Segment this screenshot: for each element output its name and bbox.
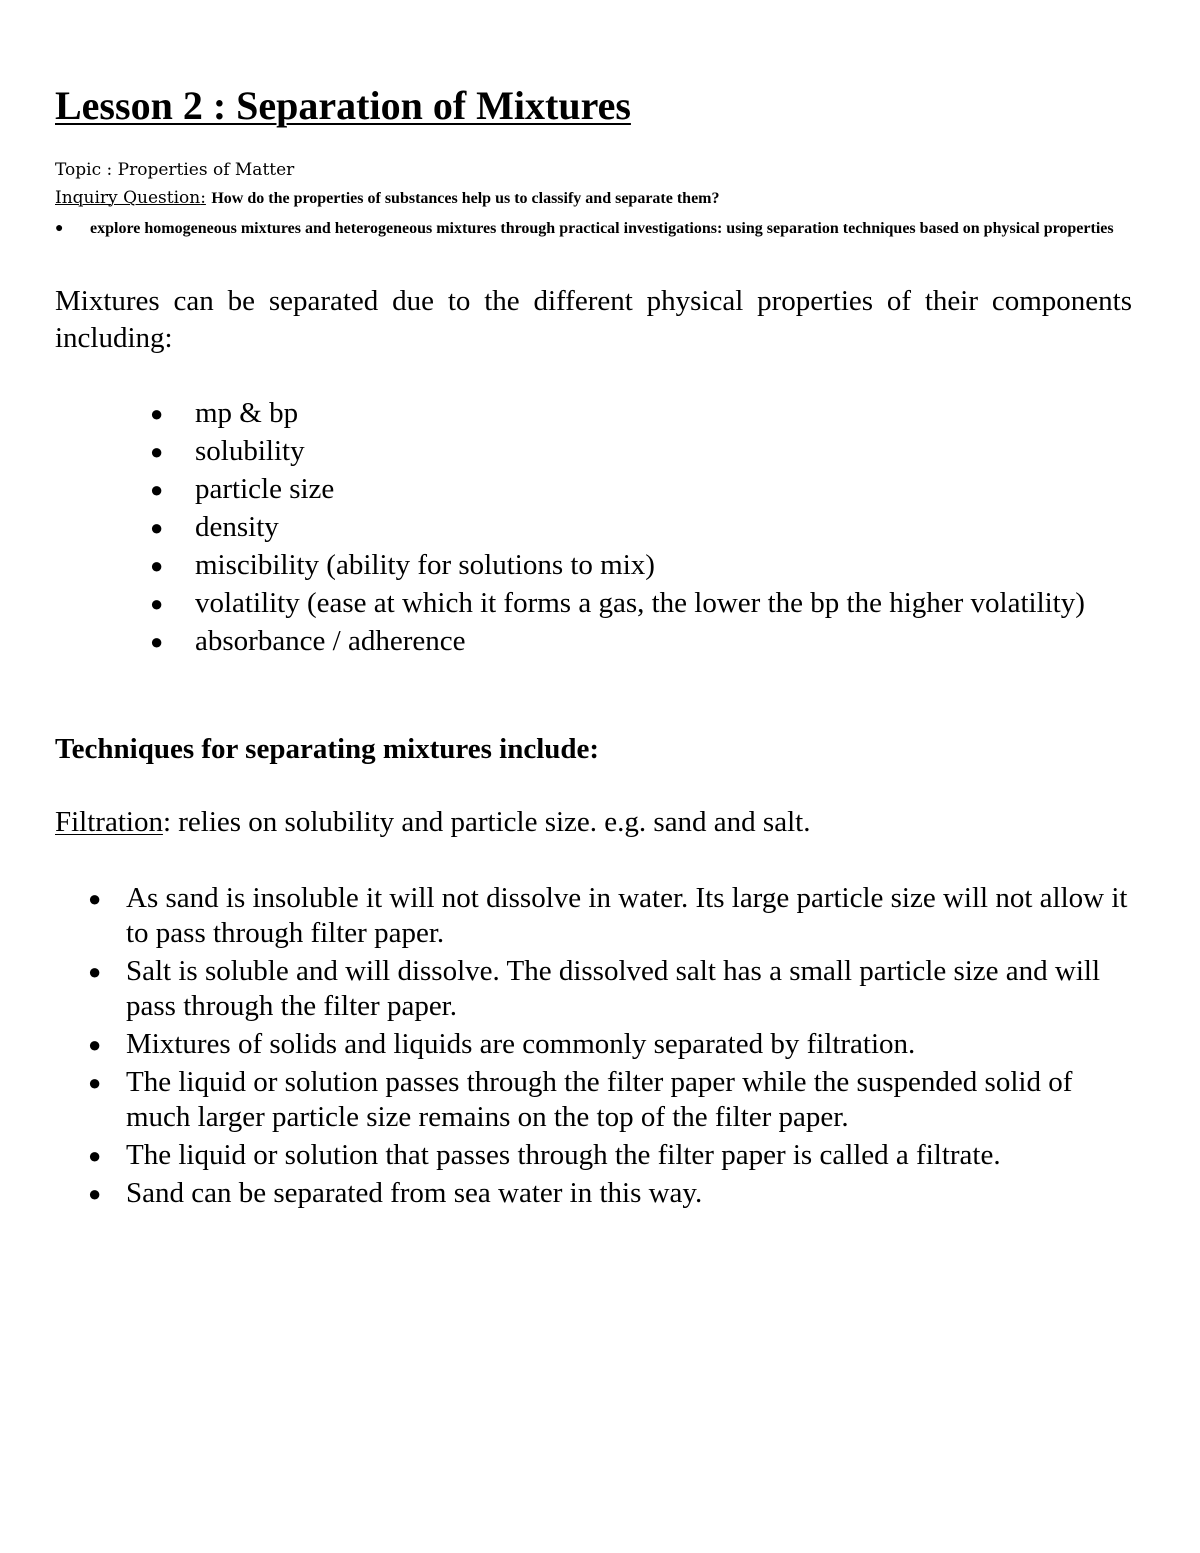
bullet-icon: ● [55, 221, 64, 236]
list-item-text: Mixtures of solids and liquids are commonly separated by filtration. [126, 1028, 916, 1060]
list-item-text: mp & bp [195, 397, 299, 429]
list-item [150, 548, 1100, 583]
inquiry-line [55, 188, 720, 208]
list-item-text: density [195, 511, 279, 543]
list-item [88, 1138, 1138, 1173]
list-item-text: The liquid or solution that passes through the filter paper is called a filtrate. [126, 1139, 1001, 1171]
syllabus-outcome [55, 216, 1125, 242]
bullet-icon: ● [88, 1143, 102, 1168]
list-item-text: Sand can be separated from sea water in this way. [126, 1177, 703, 1209]
list-item-text: particle size [195, 473, 335, 505]
list-item-text: solubility [195, 435, 305, 467]
list-item [88, 1176, 1138, 1211]
bullet-icon: ● [150, 553, 164, 578]
filtration-points-list [88, 881, 1138, 1214]
list-item [150, 624, 1100, 659]
topic-value: Properties of Matter [117, 160, 295, 180]
bullet-icon: ● [150, 591, 164, 616]
list-item [150, 472, 1100, 507]
filtration-label: Filtration [55, 806, 163, 838]
topic-line [55, 160, 294, 180]
bullet-icon: ● [88, 959, 102, 984]
list-item-text: absorbance / adherence [195, 625, 466, 657]
list-item [88, 881, 1138, 951]
filtration-intro [55, 806, 810, 839]
list-item [150, 396, 1100, 431]
inquiry-label: Inquiry Question [55, 188, 201, 208]
filtration-text: : relies on solubility and particle size. e.g. sand and salt. [162, 806, 811, 838]
bullet-icon: ● [150, 629, 164, 654]
list-item [88, 1065, 1138, 1135]
list-item-text: Salt is soluble and will dissolve. The dissolved salt has a small particle size and will pass through the filter paper. [126, 955, 1101, 1022]
list-item-text: miscibility (ability for solutions to mix) [195, 549, 655, 581]
list-item [88, 954, 1138, 1024]
list-item [150, 510, 1100, 545]
syllabus-outcome-text: explore homogeneous mixtures and heterogeneous mixtures through practical investigations: using separation techniques based on physical properties [90, 220, 1114, 237]
inquiry-question: How do the properties of substances help us to classify and separate them? [211, 190, 720, 207]
list-item [150, 586, 1100, 621]
bullet-icon: ● [88, 1032, 102, 1057]
topic-label: Topic : [55, 160, 113, 180]
properties-list [150, 396, 1100, 662]
list-item-text: The liquid or solution passes through the filter paper while the suspended solid of much larger particle size remains on the top of the filter paper. [126, 1066, 1073, 1133]
bullet-icon: ● [150, 477, 164, 502]
bullet-icon: ● [88, 886, 102, 911]
intro-paragraph: Mixtures can be separated due to the different physical properties of their components including: [55, 285, 1132, 354]
bullet-icon: ● [88, 1070, 102, 1095]
bullet-icon: ● [150, 515, 164, 540]
list-item [88, 1027, 1138, 1062]
bullet-icon: ● [88, 1181, 102, 1206]
bullet-icon: ● [150, 401, 164, 426]
list-item [150, 434, 1100, 469]
inquiry-separator: : [200, 188, 206, 208]
page-title: Lesson 2 : Separation of Mixtures [55, 83, 631, 128]
list-item-text: volatility (ease at which it forms a gas, the lower the bp the higher volatility) [195, 587, 1085, 619]
techniques-heading: Techniques for separating mixtures include: [55, 733, 600, 765]
bullet-icon: ● [150, 439, 164, 464]
list-item-text: As sand is insoluble it will not dissolve in water. Its large particle size will not allow it to pass through filter paper. [126, 882, 1128, 949]
